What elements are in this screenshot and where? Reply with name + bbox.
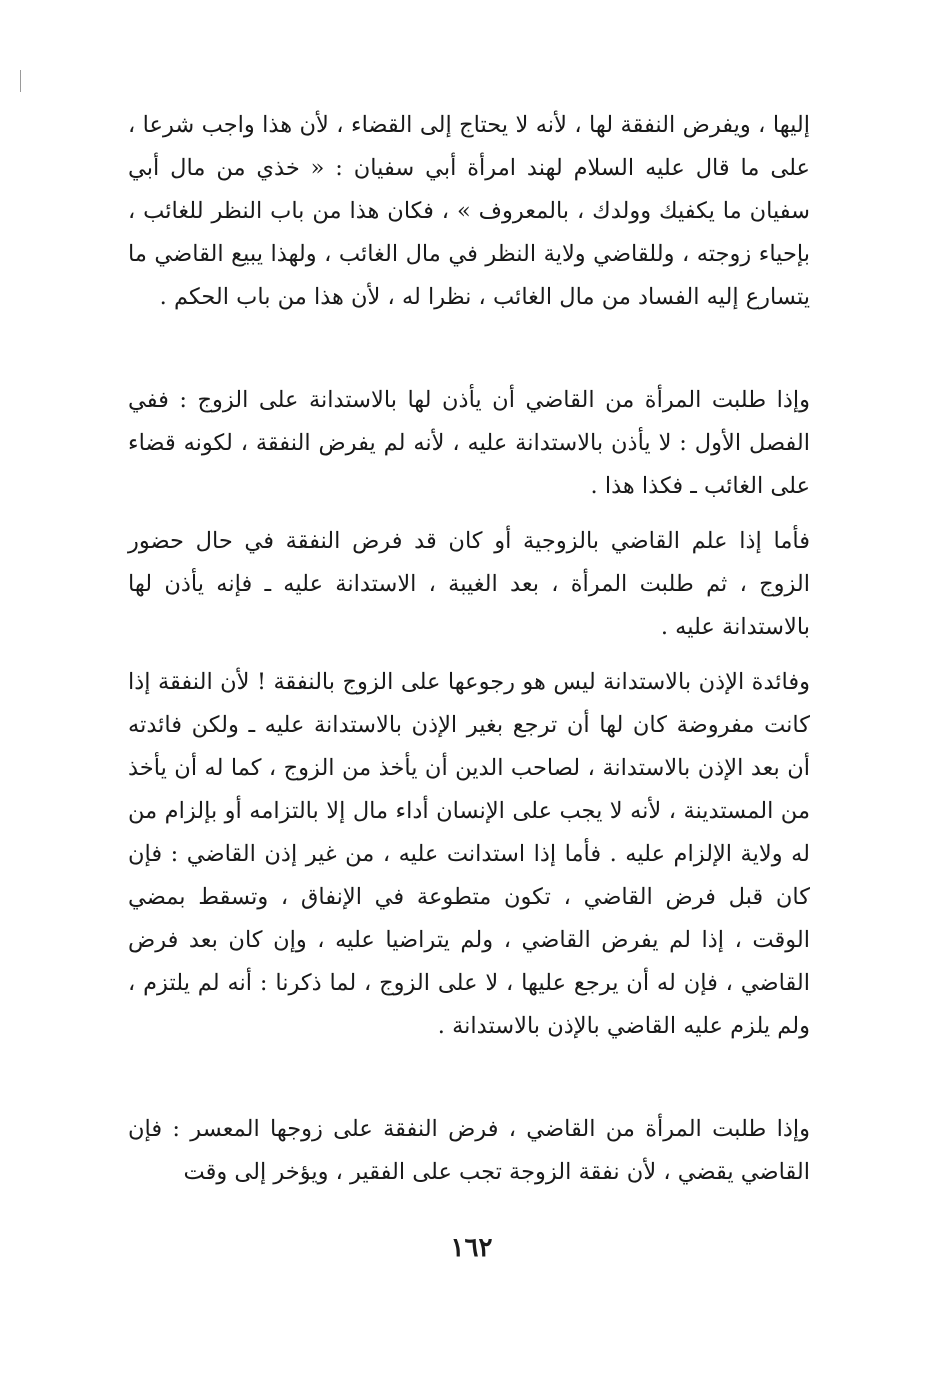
margin-mark <box>20 70 21 92</box>
paragraph-5: وإذا طلبت المرأة من القاضي ، فرض النفقة على زوجها المعسر : فإن القاضي يقضي ، لأن نفقة الزوجة تجب على الفقير ، ويؤخر إلى وقت <box>128 1116 810 1185</box>
paragraph-3: فأما إذا علم القاضي بالزوجية أو كان قد فرض النفقة في حال حضور الزوج ، ثم طلبت المرأة ، بعد الغيبة ، الاستدانة عليه ـ فإنه يأذن لها بالاستدانة عليه . <box>128 528 810 640</box>
page-number: ١٦٢ <box>450 1233 493 1263</box>
paragraph-1: إليها ، ويفرض النفقة لها ، لأنه لا يحتاج إلى القضاء ، لأن هذا واجب شرعا ، على ما قال عليه السلام لهند امرأة أبي سفيان : « خذي من مال أبي سفيان ما يكفيك وولدك ، بالمعروف » ، فكان هذا من باب النظر للغائب ، بإحياء زوجته ، وللقاضي ولاية النظر في مال الغائب ، ولهذا يبيع القاضي ما يتسارع إليه الفساد من مال الغائب ، نظرا له ، لأن هذا من باب الحكم . <box>128 112 810 310</box>
paragraph-4: وفائدة الإذن بالاستدانة ليس هو رجوعها على الزوج بالنفقة ! لأن النفقة إذا كانت مفروضة كان لها أن ترجع بغير الإذن بالاستدانة عليه ـ ولكن فائدته أن بعد الإذن بالاستدانة ، لصاحب الدين أن يأخذ من الزوج ، كما له أن يأخذ من المستدينة ، لأنه لا يجب على الإنسان أداء مال إلا بالتزامه أو بإلزام من له ولاية الإلزام عليه . فأما إذا استدانت عليه ، من غير إذن القاضي : فإن كان قبل فرض القاضي ، تكون متطوعة في الإنفاق ، وتسقط بمضي الوقت ، إذا لم يفرض القاضي ، ولم يتراضيا عليه ، وإن كان بعد فرض القاضي ، فإن له أن يرجع عليها ، لا على الزوج ، لما ذكرنا : أنه لم يلتزم ، ولم يلزم عليه القاضي بالإذن بالاستدانة . <box>128 669 810 1039</box>
paragraph-2: وإذا طلبت المرأة من القاضي أن يأذن لها بالاستدانة على الزوج : ففي الفصل الأول : لا يأذن بالاستدانة عليه ، لأنه لم يفرض النفقة ، لكونه قضاء على الغائب ـ فكذا هذا . <box>128 387 810 499</box>
